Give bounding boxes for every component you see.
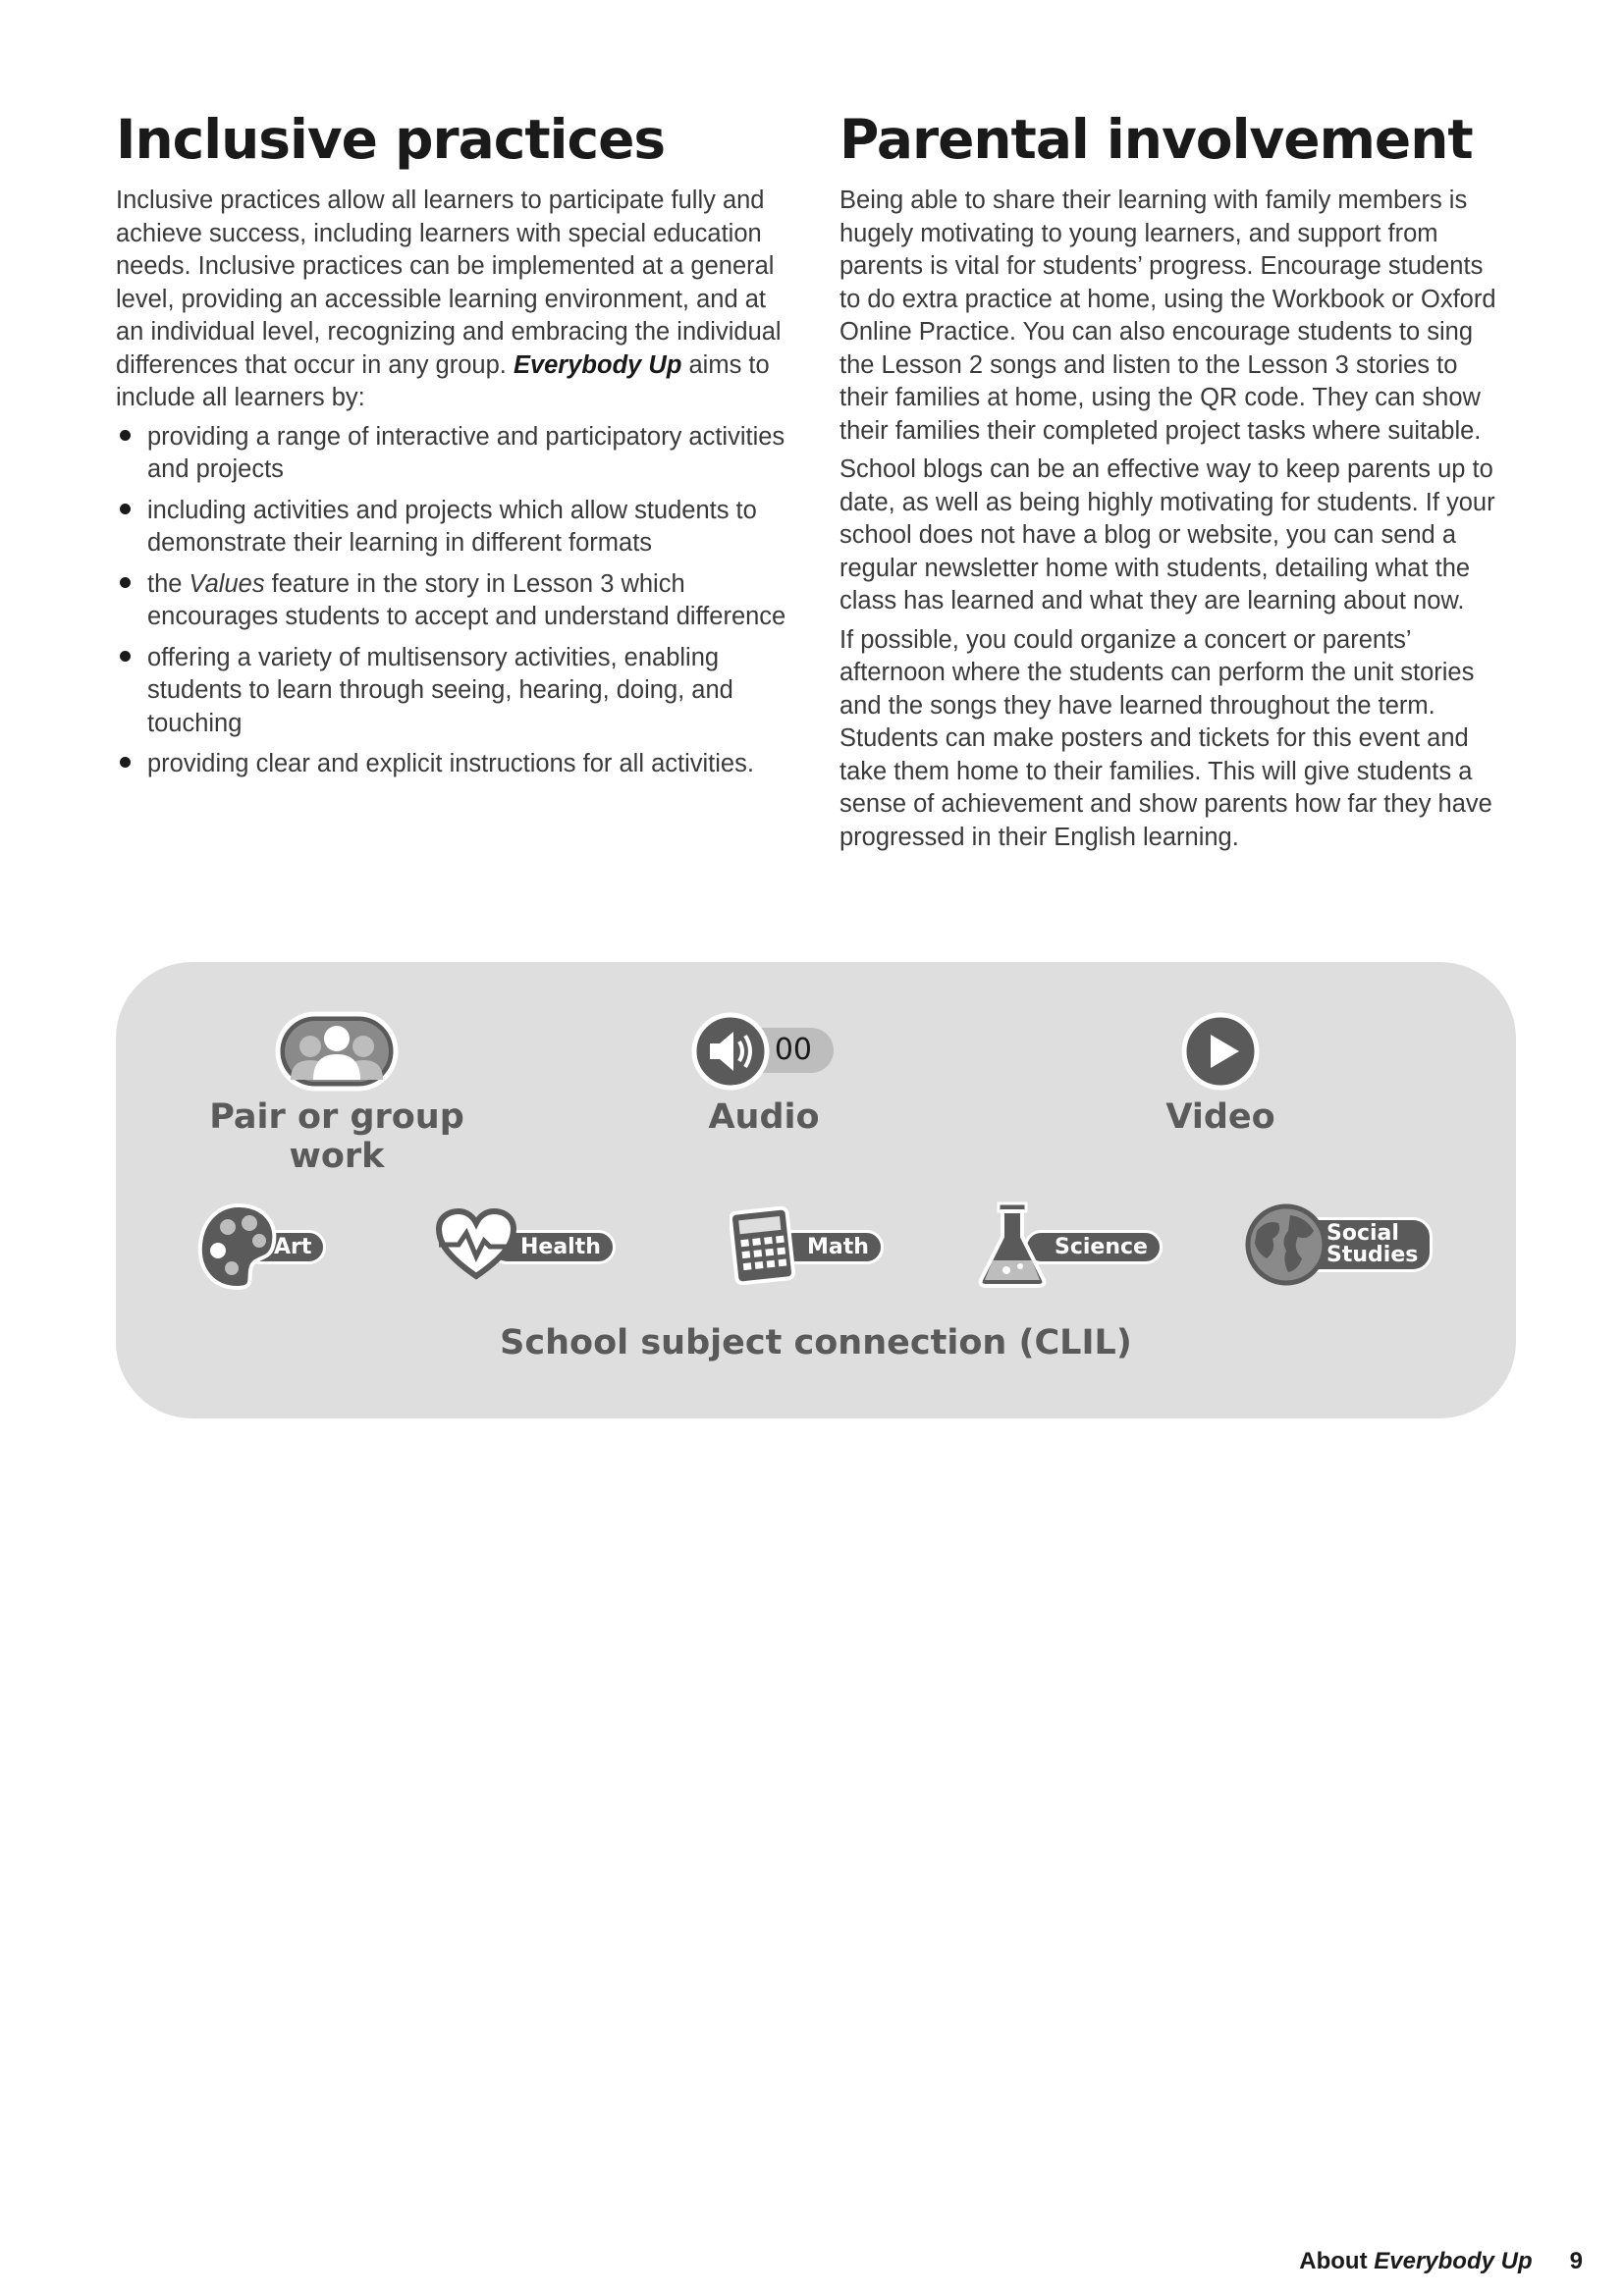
bullet-icon [120, 430, 131, 441]
calculator-icon [730, 1202, 798, 1285]
list-item [116, 642, 793, 741]
clil-title: School subject connection (CLIL) [500, 1323, 1132, 1362]
list-item [116, 568, 793, 634]
science-badge [975, 1198, 1171, 1296]
page-number: 9 [1569, 2248, 1583, 2274]
bullet-icon [120, 757, 131, 768]
paragraph: School blogs can be an effective way to keep parents up to date, as well as being highly motivating for students. If your school does not have a blog or website, you can send a regular newsletter home with students, detailing what the class has learned and what they are learning about now. [839, 455, 1495, 614]
list-item-text: including activities and projects which allow students to demonstrate their learning in different formats [147, 496, 757, 557]
footer-prefix: About [1299, 2248, 1375, 2274]
list-item-text-end: feature in the story in Lesson 3 which encourages students to accept and understand difference [147, 569, 786, 630]
footer-brand: Everybody Up [1374, 2248, 1533, 2274]
bullet-icon [120, 504, 131, 514]
globe-icon [1243, 1201, 1329, 1288]
list-item-text: providing a range of interactive and participatory activities and projects [147, 422, 785, 483]
play-icon [1180, 1011, 1261, 1092]
paragraph: If possible, you could organize a concert or parents’ afternoon where the students can perform the unit stories and the songs they have learned throughout the term. Students can make posters and tickets for this event and take them home to their families. This will give students a sense of achievement and show parents how far they have progressed in their English learning. [839, 625, 1492, 851]
parental-involvement-section [839, 106, 1507, 860]
list-item [116, 748, 793, 781]
audio-badge [690, 1011, 838, 1092]
audio-track-number: 00 [739, 1028, 834, 1073]
pair-work-label: Pair or group work [209, 1097, 464, 1176]
pair-work-icon [275, 1011, 399, 1092]
inclusive-practices-section [116, 106, 793, 789]
heart-icon [435, 1207, 517, 1282]
audio-key [680, 1011, 847, 1137]
social-studies-label-line2: Studies [1326, 1243, 1419, 1267]
social-studies-label-line1: Social [1326, 1221, 1399, 1246]
art-badge [194, 1198, 371, 1296]
social-studies-badge [1243, 1198, 1439, 1296]
flask-icon [975, 1198, 1054, 1292]
list-item-text: providing clear and explicit instructions for all activities. [147, 750, 754, 777]
list-item-text: the [147, 569, 189, 598]
pair-work-key [175, 1011, 499, 1176]
list-item-text: offering a variety of multisensory activities, enabling students to learn through seeing, hearing, doing, and touching [147, 643, 733, 737]
paragraph: Being able to share their learning with family members is hugely motivating to young learners, and support from parents is vital for students’ progress. Encourage students to do extra practice at home, using the Workbook or Oxford Online Practice. You can also encourage students to sing the Lesson 2 songs and listen to the Lesson 3 stories to their families at home, using the QR code. They can show their families their completed project tasks where suitable. [839, 187, 1496, 445]
math-label: Math [777, 1230, 884, 1264]
bullet-icon [120, 577, 131, 588]
parental-involvement-heading: Parental involvement [839, 108, 1473, 171]
intro-text-end: aims to include all learners by: [116, 350, 770, 411]
inclusive-practices-heading: Inclusive practices [116, 108, 666, 171]
health-label: Health [490, 1230, 616, 1264]
video-label: Video [1165, 1097, 1275, 1137]
health-badge [435, 1207, 631, 1286]
list-item [116, 495, 793, 561]
icon-key-panel [116, 962, 1516, 1418]
list-item [116, 421, 793, 487]
page-footer [1299, 2248, 1583, 2275]
palette-icon [194, 1198, 283, 1296]
bullet-icon [120, 651, 131, 662]
art-label: Art [244, 1230, 326, 1264]
audio-label: Audio [708, 1097, 820, 1137]
math-badge [730, 1202, 887, 1291]
inclusive-practices-intro [116, 185, 793, 415]
brand-name: Everybody Up [513, 350, 682, 379]
science-label: Science [1024, 1230, 1163, 1264]
values-feature-name: Values [189, 569, 265, 598]
intro-text: Inclusive practices allow all learners to participate fully and achieve success, including learners with special education needs. Inclusive practices can be implemented at a general level, providing an accessible learning environment, and at an individual level, recognizing and embracing the individual differences that occur in any group. [116, 187, 782, 379]
inclusive-practices-list [116, 421, 793, 781]
video-key [1137, 1011, 1304, 1137]
speaker-icon [690, 1011, 771, 1092]
